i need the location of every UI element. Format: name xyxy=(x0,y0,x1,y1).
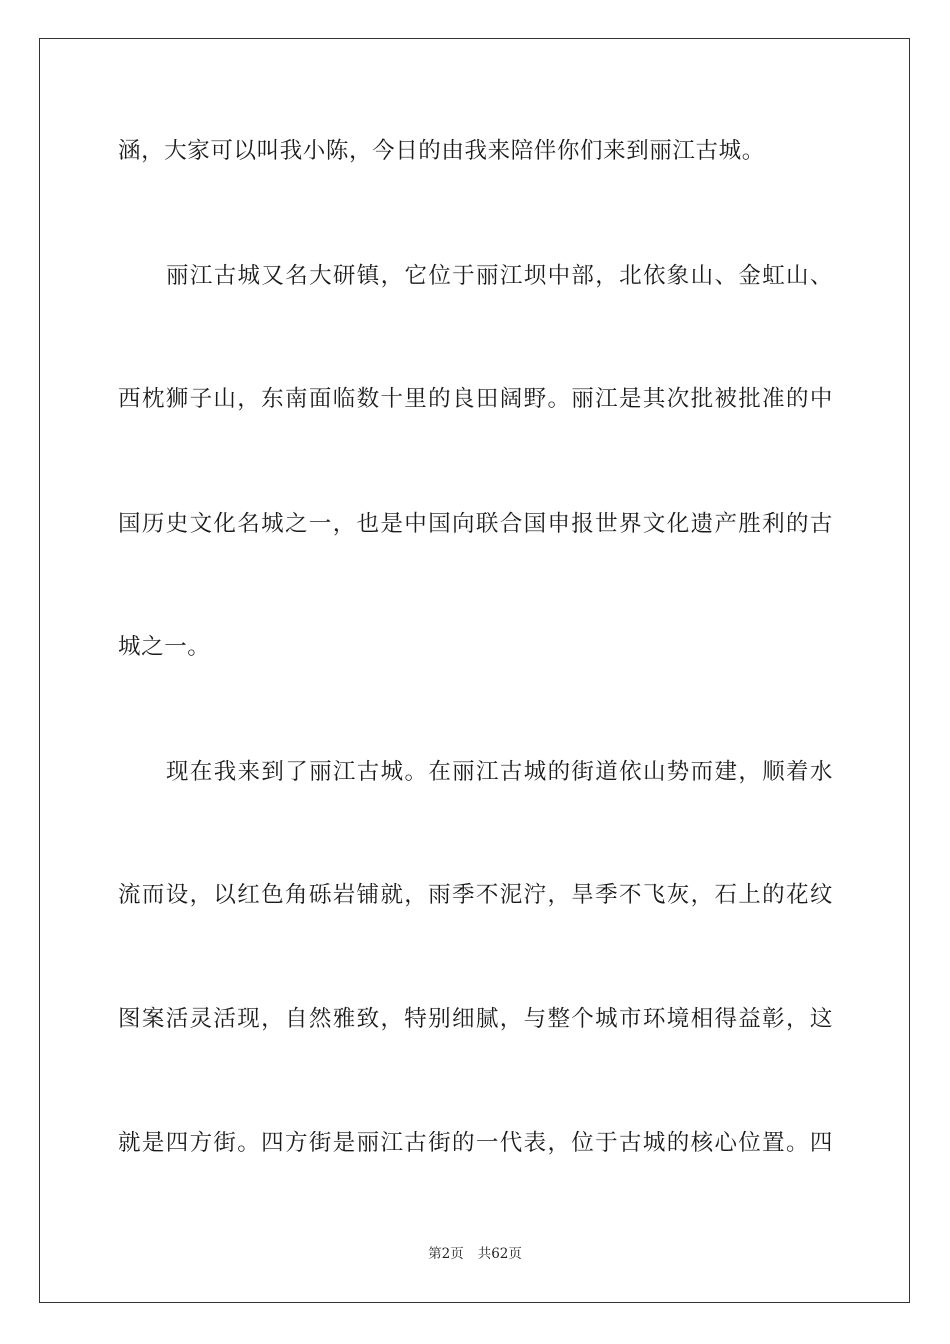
page-number: 第2页 xyxy=(428,1246,464,1262)
text-line-5: 城之一。 xyxy=(118,634,211,660)
text-line-3: 西枕狮子山，东南面临数十里的良田阔野。丽江是其次批被批准的中 xyxy=(118,386,833,412)
text-line-6: 现在我来到了丽江古城。在丽江古城的街道依山势而建，顺着水 xyxy=(166,759,833,785)
text-line-1: 涵，大家可以叫我小陈，今日的由我来陪伴你们来到丽江古城。 xyxy=(118,138,765,164)
page-total: 共62页 xyxy=(477,1246,522,1262)
text-line-7: 流而设，以红色角砾岩铺就，雨季不泥泞，旱季不飞灰，石上的花纹 xyxy=(118,882,833,908)
page-border xyxy=(39,38,910,1303)
text-line-2: 丽江古城又名大研镇，它位于丽江坝中部，北依象山、金虹山、 xyxy=(166,263,833,289)
text-line-8: 图案活灵活现，自然雅致，特别细腻，与整个城市环境相得益彰，这 xyxy=(118,1006,833,1032)
text-line-4: 国历史文化名城之一，也是中国向联合国申报世界文化遗产胜利的古 xyxy=(118,511,833,537)
text-line-9: 就是四方街。四方街是丽江古街的一代表，位于古城的核心位置。四 xyxy=(118,1130,833,1156)
page-footer xyxy=(0,1244,950,1264)
